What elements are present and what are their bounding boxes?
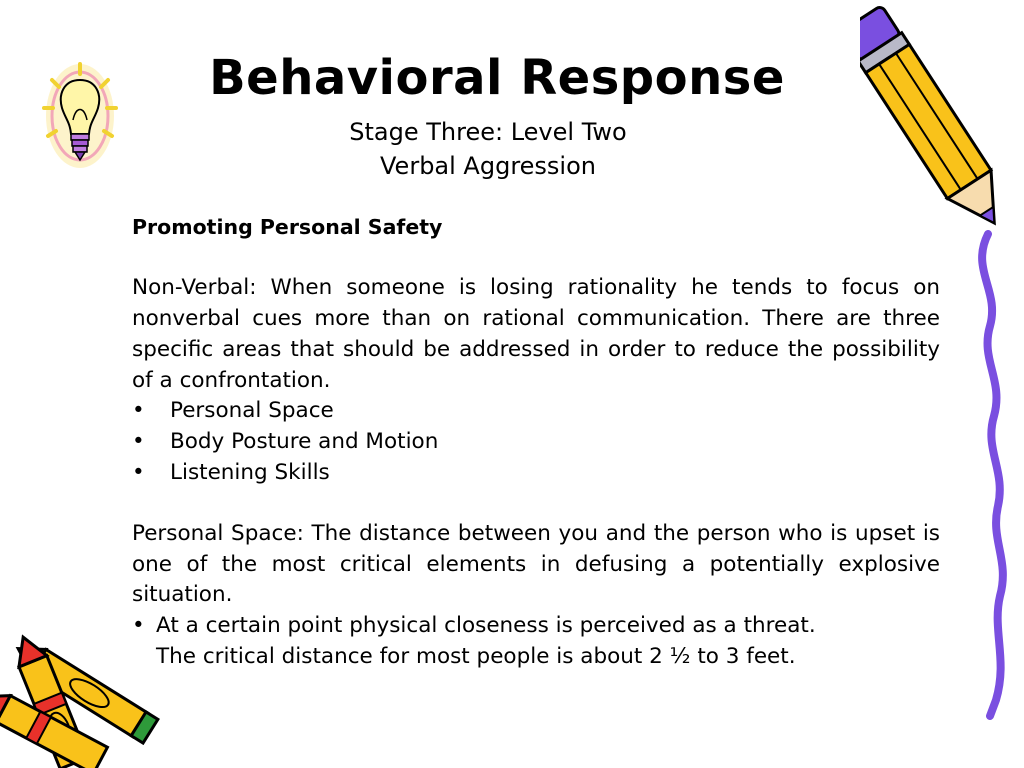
bullet-text: Personal Space — [170, 398, 334, 424]
bullet-text: Listening Skills — [170, 459, 330, 485]
paragraph-nonverbal: Non-Verbal: When someone is losing rationality he tends to focus on nonverbal cues more than on rational communication. There are three specific areas that should be addressed in order to reduce the possibility of a confrontation. — [132, 275, 940, 393]
spacer — [132, 488, 940, 519]
paragraph-personal-space: Personal Space: The distance between you and the person who is upset is one of the most critical elements in defusing a potentially explosive situation. — [132, 521, 940, 608]
bullet-marker: • — [132, 613, 145, 639]
squiggle-line-icon — [960, 230, 1024, 720]
spacer — [132, 243, 940, 274]
bullet-item — [132, 458, 940, 489]
bullet-marker: • — [132, 459, 145, 485]
bullet-marker: • — [132, 398, 145, 424]
bullet-item — [132, 427, 940, 458]
section-heading: Promoting Personal Safety — [132, 215, 443, 239]
bullet-text: Body Posture and Motion — [170, 428, 439, 454]
slide-title: Behavioral Response — [209, 50, 785, 106]
slide-subtitle-stage: Stage Three: Level Two — [349, 118, 627, 146]
bullet-item — [132, 396, 940, 427]
slide-subtitle-topic: Verbal Aggression — [380, 152, 596, 180]
bullet-text: At a certain point physical closeness is perceived as a threat. — [156, 613, 816, 639]
slide-body — [132, 212, 940, 673]
bullet-item — [132, 611, 940, 642]
bullet-continuation: The critical distance for most people is about 2 ½ to 3 feet. — [156, 643, 796, 669]
bullet-marker: • — [132, 428, 145, 454]
